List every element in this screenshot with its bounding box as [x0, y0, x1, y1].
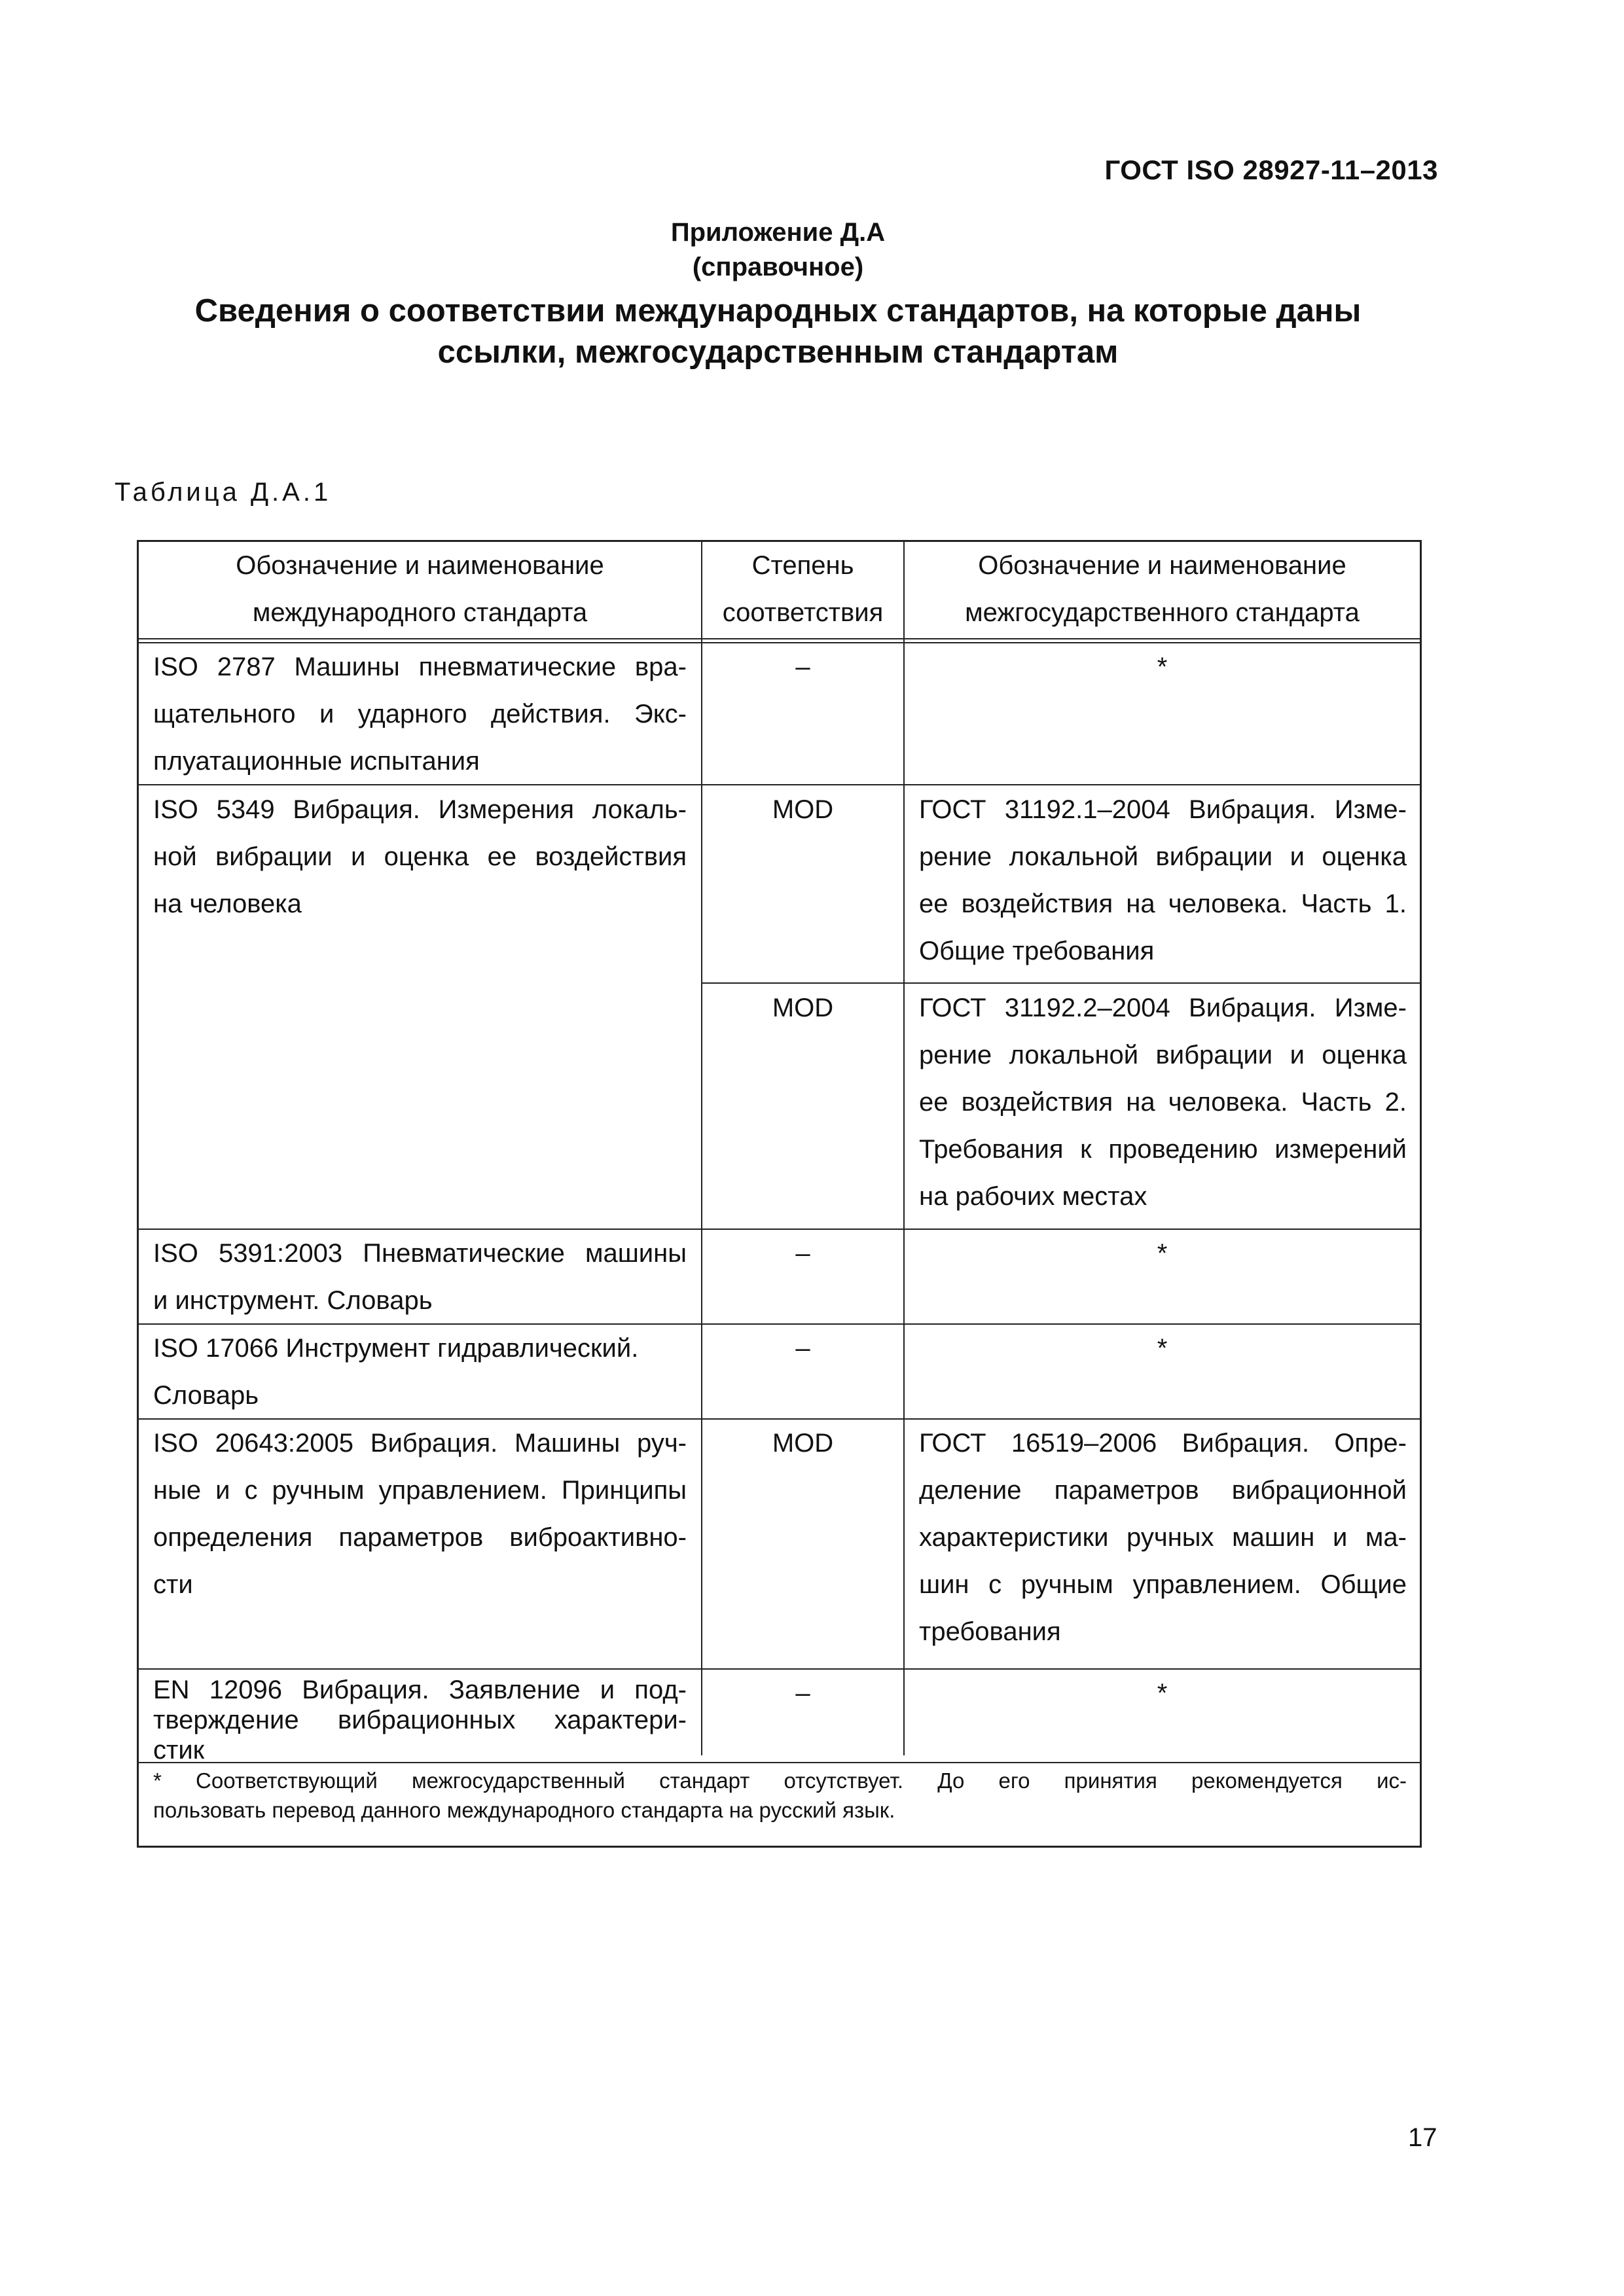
cell-line: характеристики ручных машин и ма-	[919, 1523, 1407, 1552]
degree-cell: MOD	[772, 994, 834, 1022]
intl-standard-cell	[153, 786, 687, 927]
national-standard-cell: *	[1157, 1239, 1168, 1268]
column-header-line: международного стандарта	[252, 598, 588, 627]
cell-line: ной вибрации и оценка ее воздействия	[153, 842, 687, 871]
degree-cell: –	[795, 1679, 810, 1708]
degree-cell: –	[795, 1239, 810, 1268]
cell-line: EN 12096 Вибрация. Заявление и под-	[153, 1676, 687, 1704]
national-standard-cell: *	[1157, 1334, 1168, 1363]
cell-line: деление параметров вибрационной	[919, 1476, 1407, 1505]
column-header-line: Обозначение и наименование	[978, 551, 1346, 580]
page-number: 17	[1408, 2123, 1437, 2152]
degree-cell: MOD	[772, 1429, 834, 1458]
row-divider	[701, 982, 1420, 984]
degree-cell: MOD	[772, 795, 834, 824]
annex-title: Приложение Д.А	[670, 218, 886, 247]
cell-line: плуатационные испытания	[153, 747, 480, 776]
column-header-line: межгосударственного стандарта	[965, 598, 1360, 627]
degree-cell: –	[795, 1334, 810, 1363]
document-code: ГОСТ ISO 28927-11–2013	[1104, 154, 1438, 185]
cell-line: ISO 20643:2005 Вибрация. Машины руч-	[153, 1429, 687, 1458]
cell-line: на рабочих местах	[919, 1182, 1147, 1211]
annex-heading-line: Сведения о соответствии международных стандартов, на которые даны	[194, 293, 1362, 329]
cell-line: шин с ручным управлением. Общие	[919, 1570, 1407, 1599]
cell-line: и инструмент. Словарь	[153, 1286, 433, 1315]
national-standard-cell: *	[1157, 1679, 1168, 1708]
intl-standard-cell	[153, 1230, 687, 1324]
annex-type: (справочное)	[692, 253, 864, 281]
national-standard-cell	[919, 1420, 1407, 1655]
column-divider	[903, 542, 905, 1755]
degree-cell: –	[795, 653, 810, 681]
cell-line: определения параметров виброактивно-	[153, 1523, 687, 1552]
column-header	[905, 542, 1420, 636]
cell-line: на человека	[153, 889, 302, 918]
cell-line: ISO 2787 Машины пневматические вра-	[153, 653, 687, 681]
cell-line: ГОСТ 31192.2–2004 Вибрация. Изме-	[919, 994, 1407, 1022]
footnote-line: пользовать перевод данного международного стандарта на русский язык.	[153, 1798, 895, 1822]
footnote-line: * Соответствующий межгосударственный стандарт отсутствует. До его принятия рекомендуется ис-	[153, 1768, 1407, 1793]
correspondence-table	[137, 540, 1422, 1848]
cell-line: сти	[153, 1570, 193, 1599]
table-footnote	[153, 1766, 1407, 1825]
cell-line: ISO 17066 Инструмент гидравлический.	[153, 1334, 639, 1363]
cell-line: ГОСТ 31192.1–2004 Вибрация. Изме-	[919, 795, 1407, 824]
cell-line: Требования к проведению измерений	[919, 1135, 1407, 1164]
column-header-line: Обозначение и наименование	[236, 551, 604, 580]
intl-standard-cell	[153, 643, 687, 785]
column-divider	[701, 542, 702, 1755]
cell-line: ее воздействия на человека. Часть 1.	[919, 889, 1407, 918]
annex-heading	[164, 291, 1392, 373]
intl-standard-cell	[153, 1325, 687, 1419]
intl-standard-cell	[153, 1420, 687, 1608]
national-standard-cell	[919, 786, 1407, 975]
national-standard-cell: *	[1157, 653, 1168, 681]
header-divider	[139, 638, 1420, 639]
intl-standard-cell	[153, 1670, 687, 1765]
cell-line: щательного и ударного действия. Экс-	[153, 700, 687, 728]
cell-line: стик	[153, 1736, 205, 1765]
cell-line: ные и с ручным управлением. Принципы	[153, 1476, 687, 1505]
cell-line: ISO 5391:2003 Пневматические машины	[153, 1239, 687, 1268]
cell-line: требования	[919, 1617, 1061, 1646]
cell-line: ее воздействия на человека. Часть 2.	[919, 1088, 1407, 1117]
annex-heading-line: ссылки, межгосударственным стандартам	[437, 334, 1119, 370]
cell-line: Словарь	[153, 1381, 259, 1410]
cell-line: рение локальной вибрации и оценка	[919, 1041, 1407, 1069]
table-label: Таблица Д.А.1	[115, 478, 332, 507]
national-standard-cell	[919, 984, 1407, 1220]
column-header-line: соответствия	[722, 598, 884, 627]
column-header	[139, 542, 701, 636]
column-header	[702, 542, 903, 636]
cell-line: ГОСТ 16519–2006 Вибрация. Опре-	[919, 1429, 1407, 1458]
cell-line: Общие требования	[919, 937, 1155, 965]
cell-line: ISO 5349 Вибрация. Измерения локаль-	[153, 795, 687, 824]
cell-line: рение локальной вибрации и оценка	[919, 842, 1407, 871]
cell-line: тверждение вибрационных характери-	[153, 1706, 687, 1734]
column-header-line: Степень	[751, 551, 854, 580]
